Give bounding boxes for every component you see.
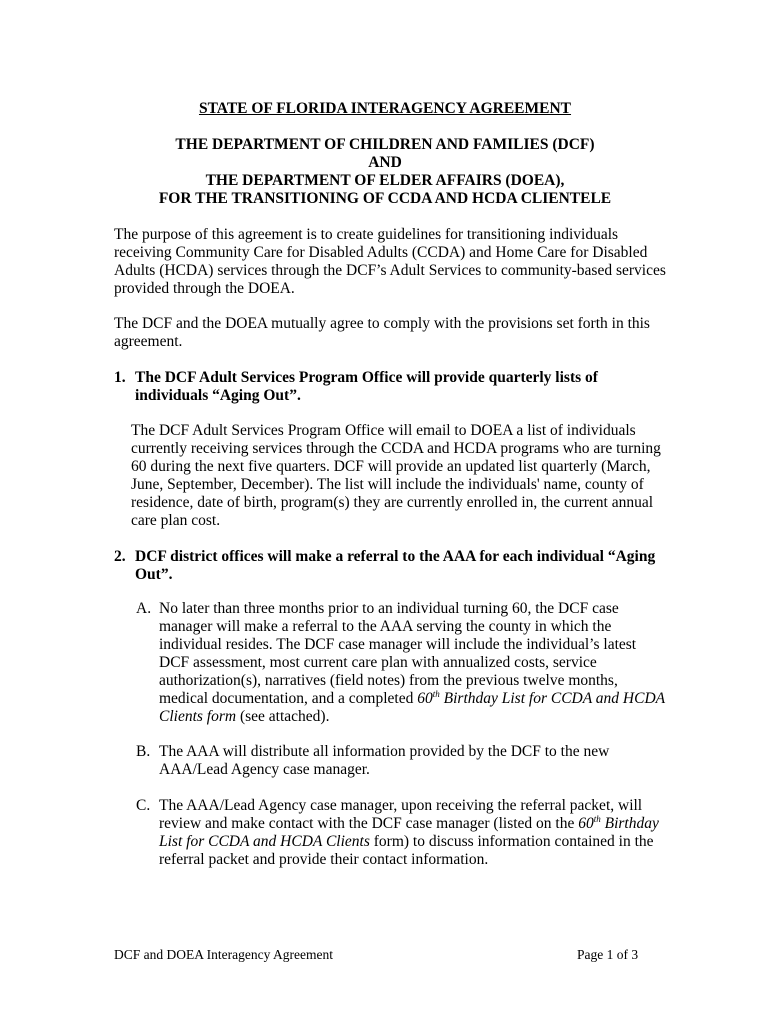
purpose-paragraph: The purpose of this agreement is to create guidelines for transitioning individuals receiving Community Care for Disabled Adults (CCDA) and Home Care for Disabled Adults (HCDA) services through the DCF’s Adult Services to community-based services provided through the DOEA. xyxy=(114,226,666,297)
form-name: Birthday List for CCDA and HCDA Clients xyxy=(159,815,659,850)
form-name: Birthday List for CCDA and HCDA Clients form xyxy=(159,690,665,725)
item-text: The AAA will distribute all information provided by the DCF to the new AAA/Lead Agency case manager. xyxy=(159,743,610,778)
form-superscript: th xyxy=(593,814,601,824)
item-text xyxy=(136,797,666,869)
page-number: Page 1 of 3 xyxy=(577,947,639,962)
item-text-before: No later than three months prior to an individual turning 60, the DCF case manager will make a referral to the AAA serving the county in which the individual resides. The DCF case manager will include the individual’s latest DCF assessment, most current care plan with annualized costs, service authorization(s), narratives (field notes) from the previous twelve months, medical documentation, and a completed xyxy=(159,600,637,707)
form-superscript: th xyxy=(432,689,440,699)
heading-line: THE DEPARTMENT OF ELDER AFFAIRS (DOEA), xyxy=(205,172,565,189)
form-number: 60 xyxy=(578,815,594,832)
item-label: B. xyxy=(136,743,151,760)
item-label: C. xyxy=(136,797,151,814)
list-item-b xyxy=(136,743,666,779)
footer-title: DCF and DOEA Interagency Agreement xyxy=(114,947,333,962)
section-heading-text: The DCF Adult Services Program Office will provide quarterly lists of individuals “Aging Out”. xyxy=(135,369,598,404)
section-number: 2. xyxy=(114,548,126,565)
section-number: 1. xyxy=(114,369,126,386)
agreement-paragraph: The DCF and the DOEA mutually agree to comply with the provisions set forth in this agreement. xyxy=(114,315,650,350)
form-number: 60 xyxy=(417,690,433,707)
section-2-heading xyxy=(114,548,674,584)
section-1-body: The DCF Adult Services Program Office will email to DOEA a list of individuals currently receiving services through the CCDA and HCDA programs who are turning 60 during the next five quarters. DCF will provide an updated list quarterly (March, June, September, December). The list will include the individuals' name, county of residence, date of birth, program(s) they are currently enrolled in, the current annual care plan cost. xyxy=(131,422,661,529)
item-text-after: (see attached). xyxy=(236,708,330,725)
document-title: STATE OF FLORIDA INTERAGENCY AGREEMENT xyxy=(198,100,572,117)
heading-line: THE DEPARTMENT OF CHILDREN AND FAMILIES (DCF) xyxy=(175,136,595,153)
agreement-heading xyxy=(0,136,770,208)
item-text xyxy=(136,600,666,726)
list-item-a xyxy=(136,600,666,726)
item-label: A. xyxy=(136,600,152,617)
heading-line: AND xyxy=(368,154,402,171)
item-text-after: form) to discuss information contained in the referral packet and provide their contact information. xyxy=(159,833,654,868)
item-text-before: The AAA/Lead Agency case manager, upon receiving the referral packet, will review and make contact with the DCF case manager (listed on the xyxy=(159,797,643,832)
section-heading-text: DCF district offices will make a referral to the AAA for each individual “Aging Out”. xyxy=(135,548,656,583)
heading-line: FOR THE TRANSITIONING OF CCDA AND HCDA CLIENTELE xyxy=(158,190,612,207)
section-1-heading xyxy=(114,369,674,405)
list-item-c xyxy=(136,797,666,869)
